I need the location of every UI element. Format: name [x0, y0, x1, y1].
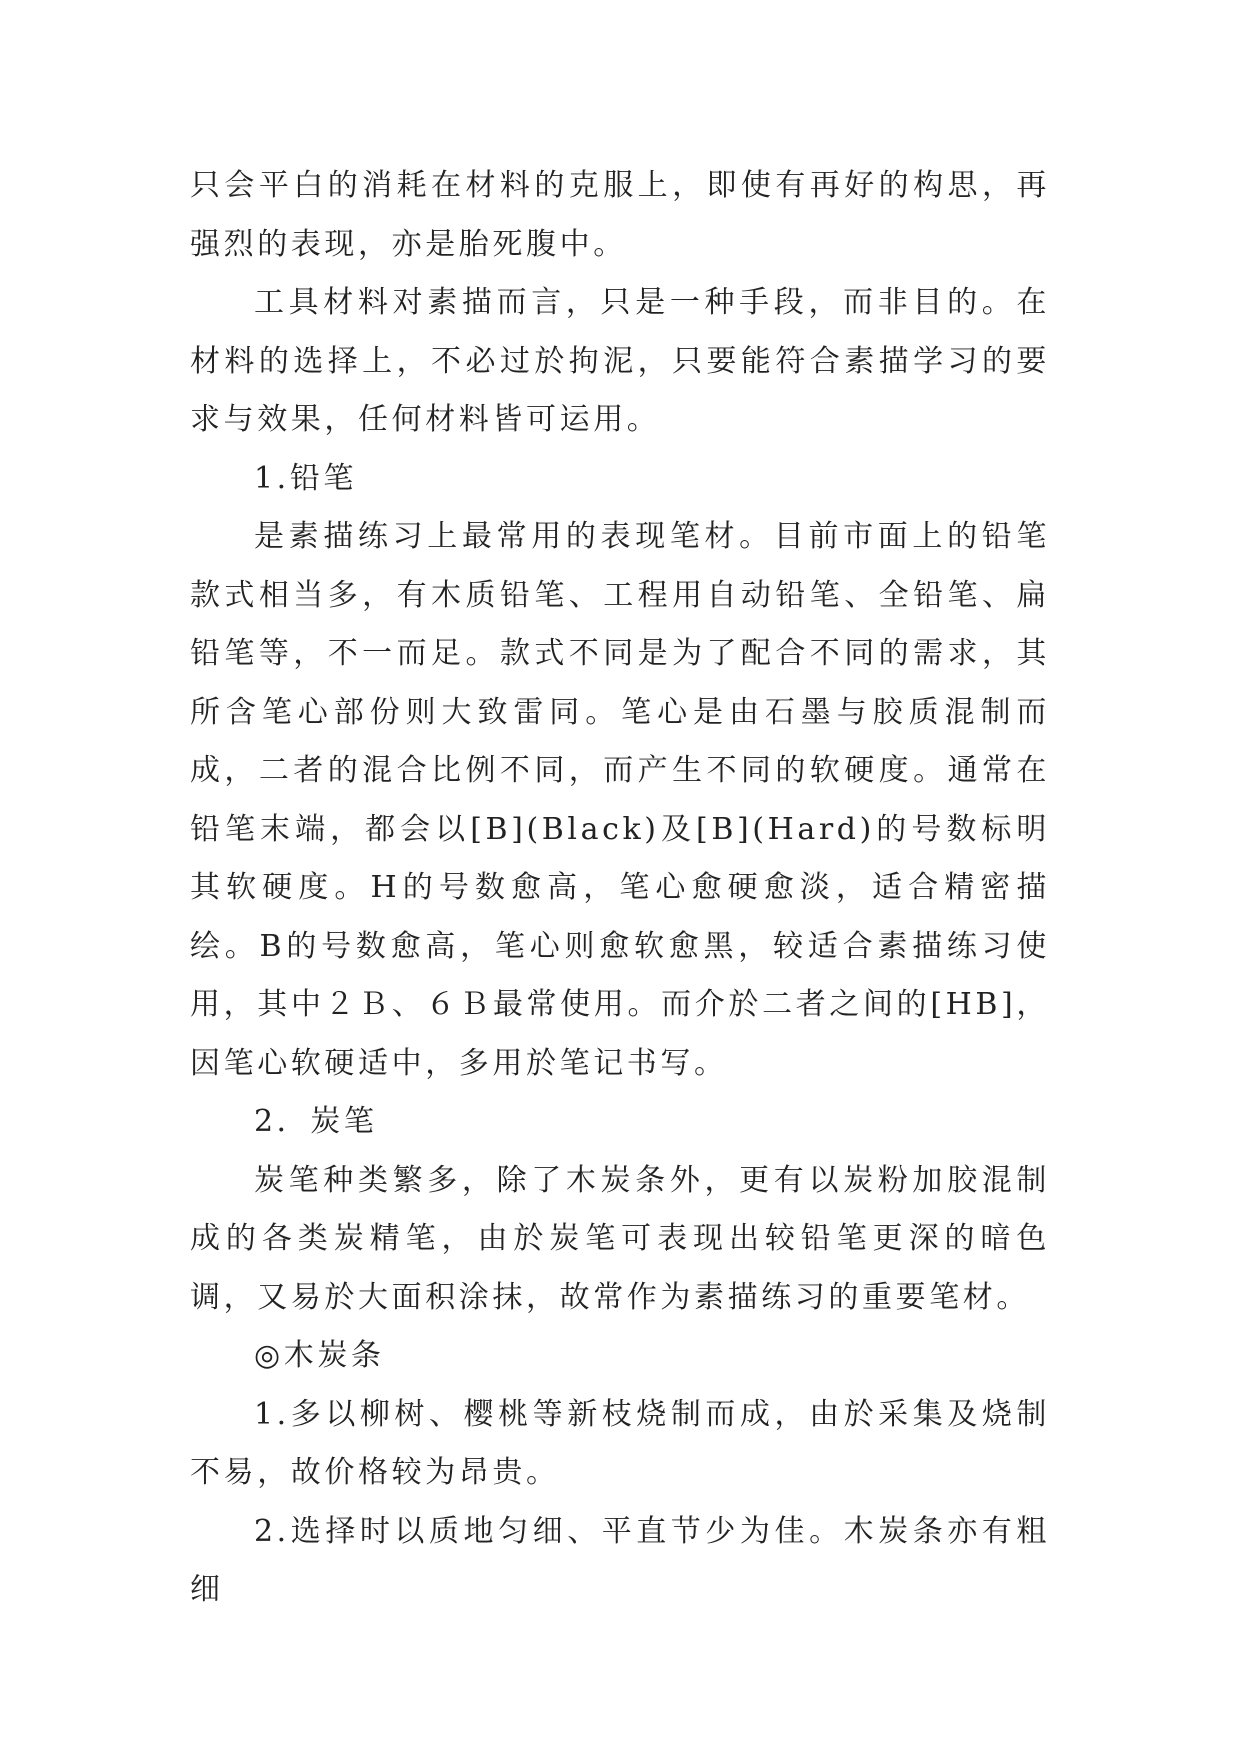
list-item-charcoal-2: 2.选择时以质地匀细、平直节少为佳。木炭条亦有粗细: [190, 1513, 1050, 1607]
section-heading-charcoal: 2．炭笔: [254, 1104, 378, 1139]
document-body: [190, 157, 1050, 1620]
paragraph-pencil: 是素描练习上最常用的表现笔材。目前市面上的铅笔款式相当多，有木质铅笔、工程用自动铅笔、全铅笔、扁铅笔等，不一而足。款式不同是为了配合不同的需求，其所含笔心部份则大致雷同。笔心是由石墨与胶质混制而成，二者的混合比例不同，而产生不同的软硬度。通常在铅笔末端，都会以[B](Black)及[B](Hard)的号数标明其软硬度。H的号数愈高，笔心愈硬愈淡，适合精密描绘。B的号数愈高，笔心则愈软愈黑，较适合素描练习使用，其中２Ｂ、６Ｂ最常使用。而介於二者之间的[HB]，因笔心软硬适中，多用於笔记书写。: [190, 519, 1050, 1081]
list-item-charcoal-1: 1.多以柳树、樱桃等新枝烧制而成，由於采集及烧制不易，故价格较为昂贵。: [190, 1396, 1050, 1490]
paragraph-continuation: 只会平白的消耗在材料的克服上，即使有再好的构思，再强烈的表现，亦是胎死腹中。: [190, 168, 1050, 262]
section-heading-pencil: 1.铅笔: [254, 460, 358, 496]
subsection-heading-charcoal-stick: ◎木炭条: [254, 1338, 385, 1373]
paragraph-charcoal: 炭笔种类繁多，除了木炭条外，更有以炭粉加胶混制成的各类炭精笔，由於炭笔可表现出较铅笔更深的暗色调，又易於大面积涂抹，故常作为素描练习的重要笔材。: [190, 1162, 1050, 1315]
paragraph-materials-intro: 工具材料对素描而言，只是一种手段，而非目的。在材料的选择上，不必过於拘泥，只要能符合素描学习的要求与效果，任何材料皆可运用。: [190, 285, 1050, 437]
